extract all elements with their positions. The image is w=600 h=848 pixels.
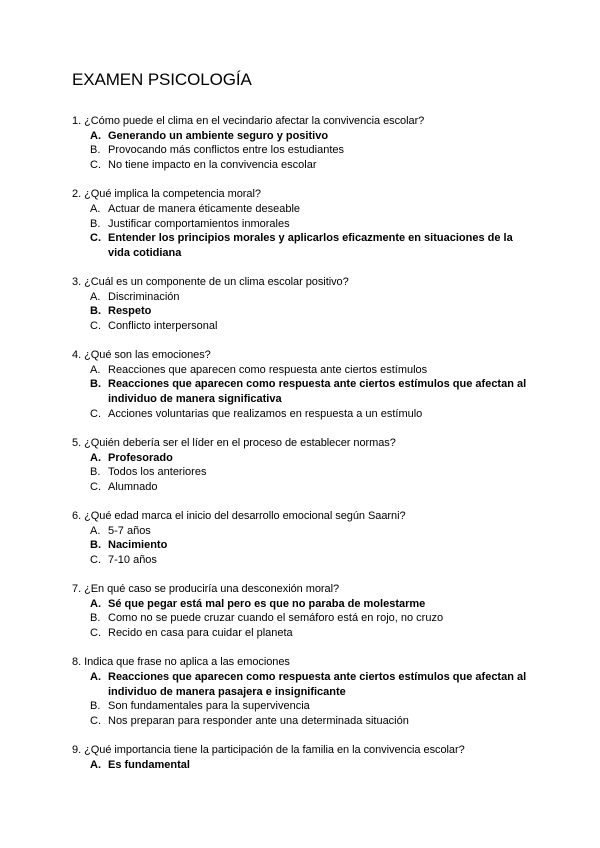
option-letter: C.	[90, 714, 101, 727]
question-text: 5. ¿Quién debería ser el líder en el proceso de establecer normas?	[72, 436, 396, 449]
answer-option-correct	[72, 304, 532, 319]
option-letter: B.	[90, 144, 101, 157]
option-letter: B.	[90, 466, 101, 479]
option-text: Profesorado	[108, 451, 173, 464]
answer-option	[72, 626, 532, 641]
answer-option	[72, 611, 532, 626]
question-text: 6. ¿Qué edad marca el inicio del desarrollo emocional según Saarni?	[72, 509, 406, 522]
option-text: Sé que pegar está mal pero es que no paraba de molestarme	[108, 597, 426, 610]
option-text: 7-10 años	[108, 554, 157, 567]
option-letter: C.	[90, 407, 101, 420]
option-letter: A.	[90, 670, 101, 683]
page-title: EXAMEN PSICOLOGÍA	[72, 70, 252, 89]
answer-option	[72, 480, 532, 495]
question-item	[72, 114, 532, 173]
answer-option	[72, 143, 532, 158]
question-text: 4. ¿Qué son las emociones?	[72, 349, 211, 362]
option-text: Respeto	[108, 305, 152, 318]
answer-option	[72, 465, 532, 480]
option-letter: C.	[90, 627, 101, 640]
answer-option-correct	[72, 231, 532, 260]
option-text: Alumnado	[108, 480, 158, 493]
option-text: Acciones voluntarias que realizamos en respuesta a un estímulo	[108, 407, 423, 420]
question-text: 1. ¿Cómo puede el clima en el vecindario afectar la convivencia escolar?	[72, 115, 425, 127]
option-letter: C.	[90, 480, 101, 493]
option-letter: B.	[90, 612, 101, 625]
option-letter: A.	[90, 758, 101, 771]
question-item	[72, 348, 532, 422]
answer-option	[72, 407, 532, 422]
option-text: Provocando más conflictos entre los estudiantes	[108, 144, 345, 157]
option-text: 5-7 años	[108, 524, 151, 537]
option-text: Generando un ambiente seguro y positivo	[108, 129, 329, 142]
option-letter: B.	[90, 700, 101, 713]
option-letter: A.	[90, 202, 101, 215]
option-letter: C.	[90, 320, 101, 333]
option-letter: C.	[90, 232, 101, 245]
option-text: Como no se puede cruzar cuando el semáforo está en rojo, no cruzo	[108, 612, 444, 625]
question-list	[72, 114, 532, 787]
answer-option	[72, 363, 532, 378]
answer-option-correct	[72, 538, 532, 553]
option-text: Discriminación	[108, 290, 180, 303]
option-letter: B.	[90, 378, 101, 391]
option-text: Recido en casa para cuidar el planeta	[108, 627, 293, 640]
question-item	[72, 582, 532, 641]
option-letter: C.	[90, 159, 101, 172]
question-text: 8. Indica que frase no aplica a las emociones	[72, 656, 290, 669]
option-text: Reacciones que aparecen como respuesta ante ciertos estímulos que afectan al individuo de manera significativa	[108, 378, 527, 406]
option-text: Reacciones que aparecen como respuesta ante ciertos estímulos	[108, 363, 428, 376]
option-letter: A.	[90, 524, 101, 537]
option-text: Reacciones que aparecen como respuesta ante ciertos estímulos que afectan al individuo de manera pasajera e insignificante	[108, 670, 527, 698]
answer-option-correct	[72, 377, 532, 406]
option-text: Conflicto interpersonal	[108, 320, 218, 333]
option-letter: B.	[90, 539, 101, 552]
option-text: Todos los anteriores	[108, 466, 207, 479]
question-text: 3. ¿Cuál es un componente de un clima escolar positivo?	[72, 275, 349, 288]
question-text: 2. ¿Qué implica la competencia moral?	[72, 188, 261, 201]
answer-option	[72, 202, 532, 217]
option-text: Es fundamental	[108, 758, 190, 771]
question-item	[72, 509, 532, 568]
question-text: 9. ¿Qué importancia tiene la participación de la familia en la convivencia escolar?	[72, 743, 465, 756]
answer-option	[72, 158, 532, 173]
answer-option-correct	[72, 758, 532, 773]
answer-option-correct	[72, 670, 532, 699]
option-text: Actuar de manera éticamente deseable	[108, 202, 301, 215]
question-item	[72, 436, 532, 495]
option-letter: A.	[90, 451, 101, 464]
option-text: Son fundamentales para la supervivencia	[108, 700, 310, 713]
option-letter: A.	[90, 129, 101, 142]
answer-option	[72, 217, 532, 232]
answer-option	[72, 553, 532, 568]
option-text: No tiene impacto en la convivencia escolar	[108, 159, 317, 172]
option-text: Entender los principios morales y aplicarlos eficazmente en situaciones de la vida cotidiana	[108, 232, 513, 259]
option-letter: C.	[90, 554, 101, 567]
answer-option-correct	[72, 129, 532, 144]
option-letter: A.	[90, 363, 101, 376]
option-text: Justificar comportamientos inmorales	[108, 217, 290, 230]
option-text: Nacimiento	[108, 539, 168, 552]
answer-option	[72, 714, 532, 729]
option-letter: A.	[90, 290, 101, 303]
answer-option-correct	[72, 451, 532, 466]
option-letter: B.	[90, 217, 101, 230]
question-text: 7. ¿En qué caso se produciría una desconexión moral?	[72, 583, 340, 596]
answer-option	[72, 319, 532, 334]
question-item	[72, 275, 532, 334]
answer-option	[72, 524, 532, 539]
answer-option-correct	[72, 597, 532, 612]
option-letter: B.	[90, 305, 101, 318]
option-text: Nos preparan para responder ante una determinada situación	[108, 714, 409, 727]
question-item	[72, 187, 532, 261]
answer-option	[72, 290, 532, 305]
question-item	[72, 743, 532, 772]
answer-option	[72, 699, 532, 714]
option-letter: A.	[90, 597, 101, 610]
question-item	[72, 655, 532, 729]
